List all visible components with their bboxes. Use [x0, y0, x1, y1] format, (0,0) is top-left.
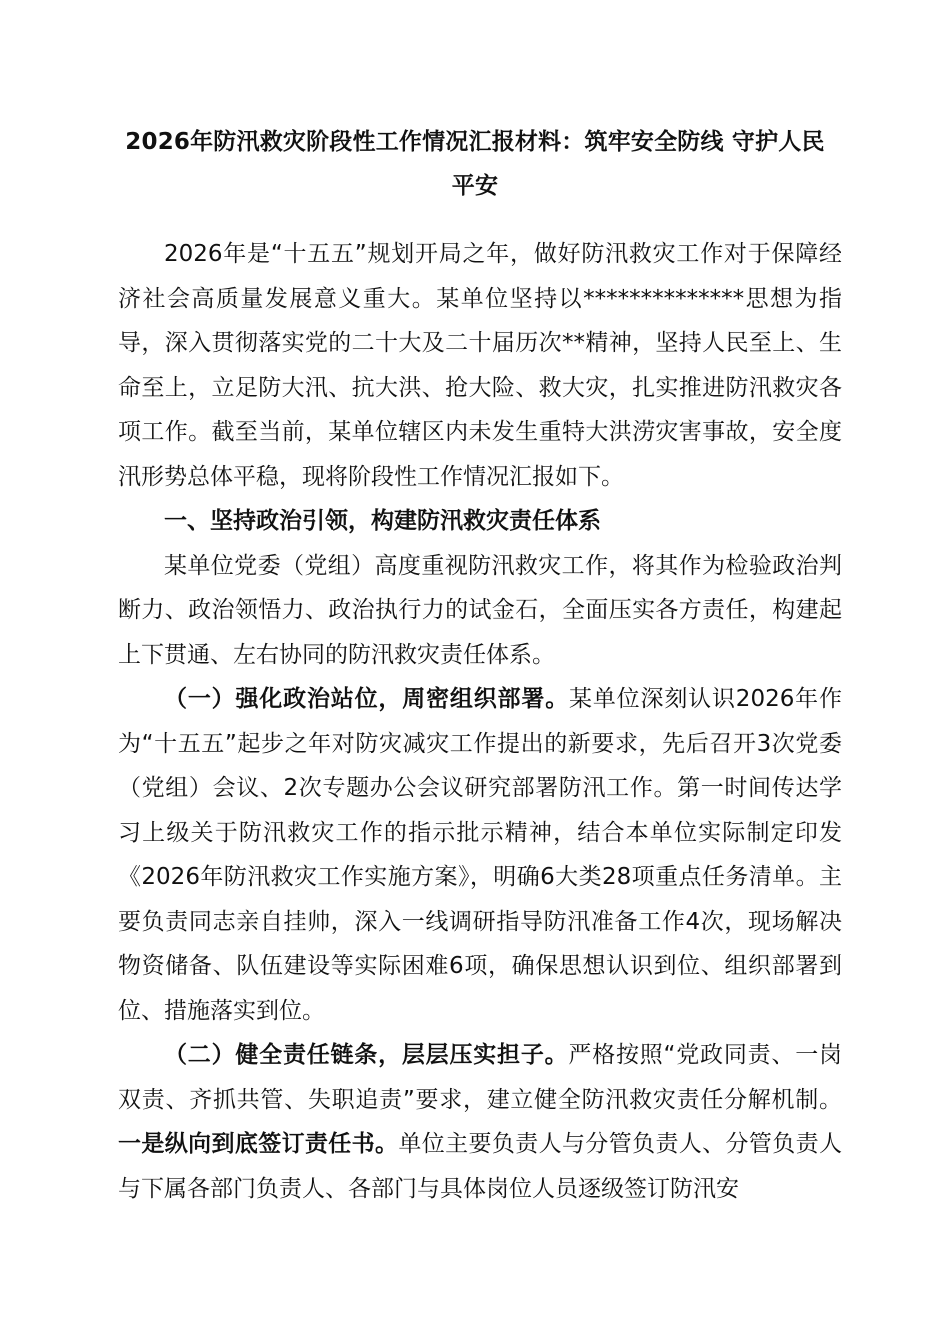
item-paragraph-1 [118, 677, 842, 1033]
intro-paragraph: 2026年是“十五五”规划开局之年，做好防汛救灾工作对于保障经济社会高质量发展意义重大。某单位坚持以**************思想为指导，深入贯彻落实党的二十大及二十届历次**精神，坚持人民至上、生命至上，立足防大汛、抗大洪、抢大险、救大灾，扎实推进防汛救灾各项工作。截至当前，某单位辖区内未发生重特大洪涝灾害事故，安全度汛形势总体平稳，现将阶段性工作情况汇报如下。 [118, 241, 842, 490]
item-2-lead: （二）健全责任链条，层层压实担子。 [164, 1042, 569, 1068]
section-intro-paragraph: 某单位党委（党组）高度重视防汛救灾工作，将其作为检验政治判断力、政治领悟力、政治执行力的试金石，全面压实各方责任，构建起上下贯通、左右协同的防汛救灾责任体系。 [118, 552, 842, 668]
document-title: 2026年防汛救灾阶段性工作情况汇报材料：筑牢安全防线 守护人民平安 [125, 129, 825, 199]
document-body [118, 232, 842, 1211]
item-paragraph-2 [118, 1033, 842, 1211]
item-2-text: 严格按照“党政同责、一岗双责、齐抓共管、失职追责”要求，建立健全防汛救灾责任分解机制。 [118, 1042, 842, 1113]
item-1-lead: （一）强化政治站位，周密组织部署。 [164, 686, 570, 712]
item-2-sublead: 一是纵向到底签订责任书。 [118, 1131, 399, 1157]
item-1-text: 某单位深刻认识2026年作为“十五五”起步之年对防灾减灾工作提出的新要求，先后召开3次党委（党组）会议、2次专题办公会议研究部署防汛工作。第一时间传达学习上级关于防汛救灾工作的指示批示精神，结合本单位实际制定印发《2026年防汛救灾工作实施方案》，明确6大类28项重点任务清单。主要负责同志亲自挂帅，深入一线调研指导防汛准备工作4次，现场解决物资储备、队伍建设等实际困难6项，确保思想认识到位、组织部署到位、措施落实到位。 [118, 686, 842, 1024]
item-2-text-continued: 单位主要负责人与分管负责人、分管负责人与下属各部门负责人、各部门与具体岗位人员逐级签订防汛安 [118, 1131, 843, 1202]
section-heading: 一、坚持政治引领，构建防汛救灾责任体系 [164, 508, 601, 534]
